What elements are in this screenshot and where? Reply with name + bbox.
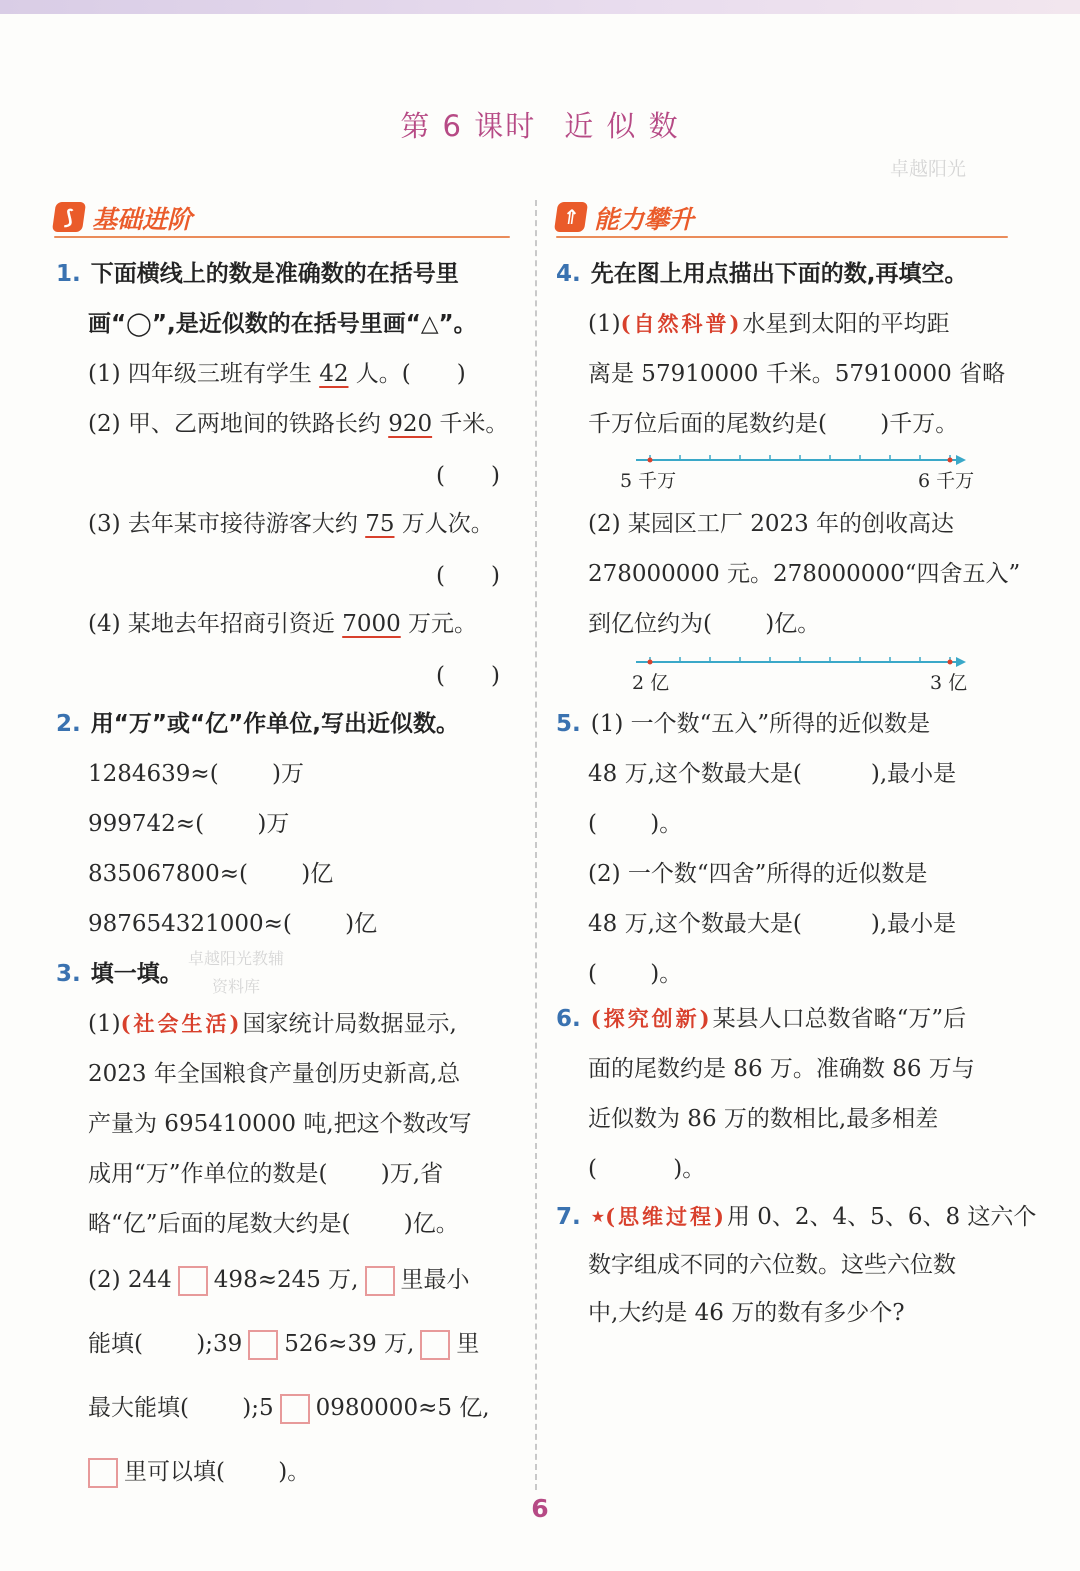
q4-part2-line2: 278000000 元。278000000“四舍五入” <box>588 561 1021 587</box>
q3-stem: 3. 填一填。 <box>56 961 183 987</box>
section-label: 能力攀升 <box>594 205 695 234</box>
q3-part2-line4: 里可以填( )。 <box>82 1455 310 1489</box>
q3-number: 3. <box>56 961 81 987</box>
number-line-label: 6 千万 <box>918 470 975 492</box>
q2-stem: 2. 用“万”或“亿”作单位,写出近似数。 <box>56 711 459 737</box>
q3-part1-line3: 产量为 695410000 吨,把这个数改写 <box>88 1111 472 1137</box>
running-figure-icon: ⟆ <box>52 202 86 232</box>
page-number: 6 <box>531 1494 549 1523</box>
q5-line1: 5. (1) 一个数“五入”所得的近似数是 <box>556 711 931 737</box>
q5-line6: ( )。 <box>588 961 683 987</box>
q5-line5: 48 万,这个数最大是( ),最小是 <box>588 911 957 937</box>
section-header-basic <box>54 200 510 240</box>
q4-part1-line3: 千万位后面的尾数约是( )千万。 <box>588 411 959 437</box>
q2-item: 987654321000≈( )亿 <box>88 911 378 937</box>
q7-number: 7. <box>556 1204 581 1230</box>
q4-part2-line3: 到亿位约为( )亿。 <box>588 611 821 637</box>
topic-tag: (探究创新) <box>590 1006 713 1031</box>
q4-part1-line1: (1)(自然科普)水星到太阳的平均距 <box>588 311 950 337</box>
q4-part2-line1: (2) 某园区工厂 2023 年的创收高达 <box>588 511 955 537</box>
page-title <box>0 104 1080 145</box>
q1-item: (2) 甲、乙两地间的铁路长约 920 千米。 <box>88 411 509 437</box>
top-gradient-bar <box>0 0 1080 14</box>
q5-line4: (2) 一个数“四舍”所得的近似数是 <box>588 861 928 887</box>
q4-number: 4. <box>556 261 581 287</box>
q6-line4: ( )。 <box>588 1156 706 1182</box>
q5-line3: ( )。 <box>588 811 683 837</box>
lesson-topic: 近 似 数 <box>564 109 680 143</box>
blank-box[interactable] <box>365 1266 395 1296</box>
q6-line1: 6. (探究创新)某县人口总数省略“万”后 <box>556 1006 967 1032</box>
q6-number: 6. <box>556 1006 581 1032</box>
q6-line3: 近似数为 86 万的数相比,最多相差 <box>588 1106 939 1132</box>
section-header-advanced <box>556 200 1008 240</box>
number-line-label: 2 亿 <box>632 672 670 694</box>
q5-line2: 48 万,这个数最大是( ),最小是 <box>588 761 957 787</box>
topic-tag: (社会生活) <box>120 1011 243 1036</box>
watermark-mid-2: 资料库 <box>212 977 261 996</box>
answer-parentheses[interactable]: ( ) <box>436 663 500 689</box>
q3-part2-line1: (2) 244 498≈245 万, 里最小 <box>88 1263 470 1297</box>
watermark-top: 卓越阳光 <box>890 158 967 180</box>
lesson-label: 第 6 课时 <box>400 109 537 143</box>
section-underline <box>54 236 510 238</box>
q1-number: 1. <box>56 261 81 287</box>
section-underline <box>556 236 1008 238</box>
q1-stem: 1. 下面横线上的数是准确数的在括号里 <box>56 261 459 287</box>
q6-line2: 面的尾数约是 86 万。准确数 86 万与 <box>588 1056 975 1082</box>
q3-part1-line4: 成用“万”作单位的数是( )万,省 <box>88 1161 444 1187</box>
q1-stem-line2: 画“◯”,是近似数的在括号里画“△”。 <box>88 311 477 337</box>
q3-part2-line2: 能填( );39 526≈39 万, 里 <box>88 1327 479 1361</box>
q1-item: (1) 四年级三班有学生 42 人。( ) <box>88 361 466 387</box>
q2-item: 999742≈( )万 <box>88 811 290 837</box>
topic-tag: (思维过程) <box>605 1204 727 1229</box>
q7-line1: 7. ★(思维过程)用 0、2、4、5、6、8 这六个 <box>556 1204 1037 1230</box>
q3-part2-line3: 最大能填( );5 0980000≈5 亿, <box>88 1391 490 1425</box>
q1-item: (3) 去年某市接待游客大约 75 万人次。 <box>88 511 494 537</box>
topic-tag: (自然科普) <box>620 311 743 336</box>
q1-item: (4) 某地去年招商引资近 7000 万元。 <box>88 611 478 637</box>
q2-item: 835067800≈( )亿 <box>88 861 334 887</box>
q7-line3: 中,大约是 46 万的数有多少个? <box>588 1300 905 1326</box>
star-icon: ★ <box>590 1207 606 1226</box>
answer-parentheses[interactable]: ( ) <box>436 563 500 589</box>
blank-box[interactable] <box>248 1330 278 1360</box>
section-label: 基础进阶 <box>92 205 193 234</box>
watermark-mid: 卓越阳光教辅 <box>188 949 285 968</box>
q4-part1-line2: 离是 57910000 千米。57910000 省略 <box>588 361 1006 387</box>
q5-number: 5. <box>556 711 581 737</box>
number-line-2[interactable] <box>630 652 970 672</box>
column-divider <box>535 200 537 1490</box>
number-line-label: 3 亿 <box>930 672 968 694</box>
blank-box[interactable] <box>178 1266 208 1296</box>
climbing-figure-icon: ⇑ <box>554 202 588 232</box>
blank-box[interactable] <box>280 1394 310 1424</box>
q3-part1-line1: (1)(社会生活)国家统计局数据显示, <box>88 1011 457 1037</box>
q2-item: 1284639≈( )万 <box>88 761 304 787</box>
q4-stem: 4. 先在图上用点描出下面的数,再填空。 <box>556 261 968 287</box>
q2-number: 2. <box>56 711 81 737</box>
q3-part1-line5: 略“亿”后面的尾数大约是( )亿。 <box>88 1211 459 1237</box>
q7-line2: 数字组成不同的六位数。这些六位数 <box>588 1252 956 1278</box>
blank-box[interactable] <box>420 1330 450 1360</box>
number-line-label: 5 千万 <box>620 470 677 492</box>
q3-part1-line2: 2023 年全国粮食产量创历史新高,总 <box>88 1061 461 1087</box>
answer-parentheses[interactable]: ( ) <box>436 463 500 489</box>
blank-box[interactable] <box>88 1458 118 1488</box>
